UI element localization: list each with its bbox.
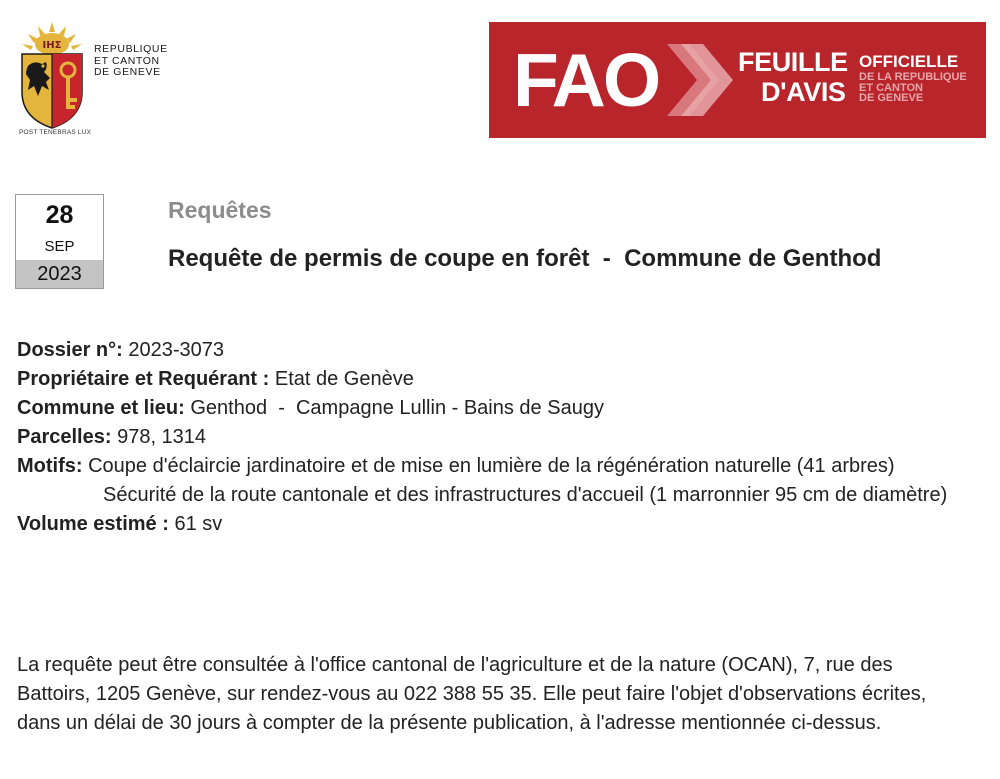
chevron-right-icon [667,44,733,116]
motifs-row-2 [17,481,967,510]
motifs-value: Coupe d'éclaircie jardinatoire et de mise en lumière de la régénération naturelle (41 arbres) [82,455,895,477]
consultation-paragraph: La requête peut être consultée à l'office cantonal de l'agriculture et de la nature (OCAN), 7, rue des Battoirs, 1205 Genève, sur rendez-vous au 022 388 55 35. Elle peut faire l'objet d'observations écrites, dans un délai de 30 jours à compter de la présente publication, à l'adresse mentionnée ci-dessus. [17,654,927,734]
geneva-crest-icon [16,22,88,130]
volume-row [17,510,967,539]
fao-line-feuille: FEUILLE [738,47,848,77]
gov-title: REPUBLIQUE ET CANTON DE GENEVE [94,43,168,78]
geneve-logo [14,20,189,142]
date-day: 28 [45,201,74,229]
parcelles-value: 978, 1314 [111,426,207,448]
date-month: SEP [44,238,75,255]
notice-details [17,336,967,539]
volume-label: Volume estimé : [17,513,169,535]
proprietaire-value: Etat de Genève [269,368,414,390]
motifs-label: Motifs: [17,455,83,477]
dossier-row [17,336,967,365]
dossier-value: 2023-3073 [122,339,225,361]
proprietaire-row [17,365,967,394]
fao-line-davis: D'AVIS [761,77,846,107]
motifs-value-2: Sécurité de la route cantonale et des infrastructures d'accueil (1 marronnier 95 cm de diamètre) [103,484,948,506]
commune-value: Genthod - Campagne Lullin - Bains de Saugy [184,397,604,419]
gov-motto: POST TENEBRAS LUX [19,129,92,136]
notice-title: Requête de permis de coupe en forêt - Commune de Genthod [168,245,882,272]
fao-acronym: FAO [513,38,659,122]
parcelles-label: Parcelles: [17,426,112,448]
motifs-row [17,452,967,481]
parcelles-row [17,423,967,452]
dossier-label: Dossier n°: [17,339,123,361]
fao-officielle: OFFICIELLE [859,52,959,71]
category-heading: Requêtes [168,197,272,223]
publication-date [15,194,104,289]
fao-subtitle: DE LA REPUBLIQUE ET CANTON DE GENEVE [859,71,967,104]
fao-banner[interactable] [489,22,986,138]
date-year: 2023 [16,260,103,288]
volume-value: 61 sv [168,513,223,535]
svg-text:IHΣ: IHΣ [42,40,62,51]
commune-label: Commune et lieu: [17,397,185,419]
proprietaire-label: Propriétaire et Requérant : [17,368,270,390]
commune-row [17,394,967,423]
